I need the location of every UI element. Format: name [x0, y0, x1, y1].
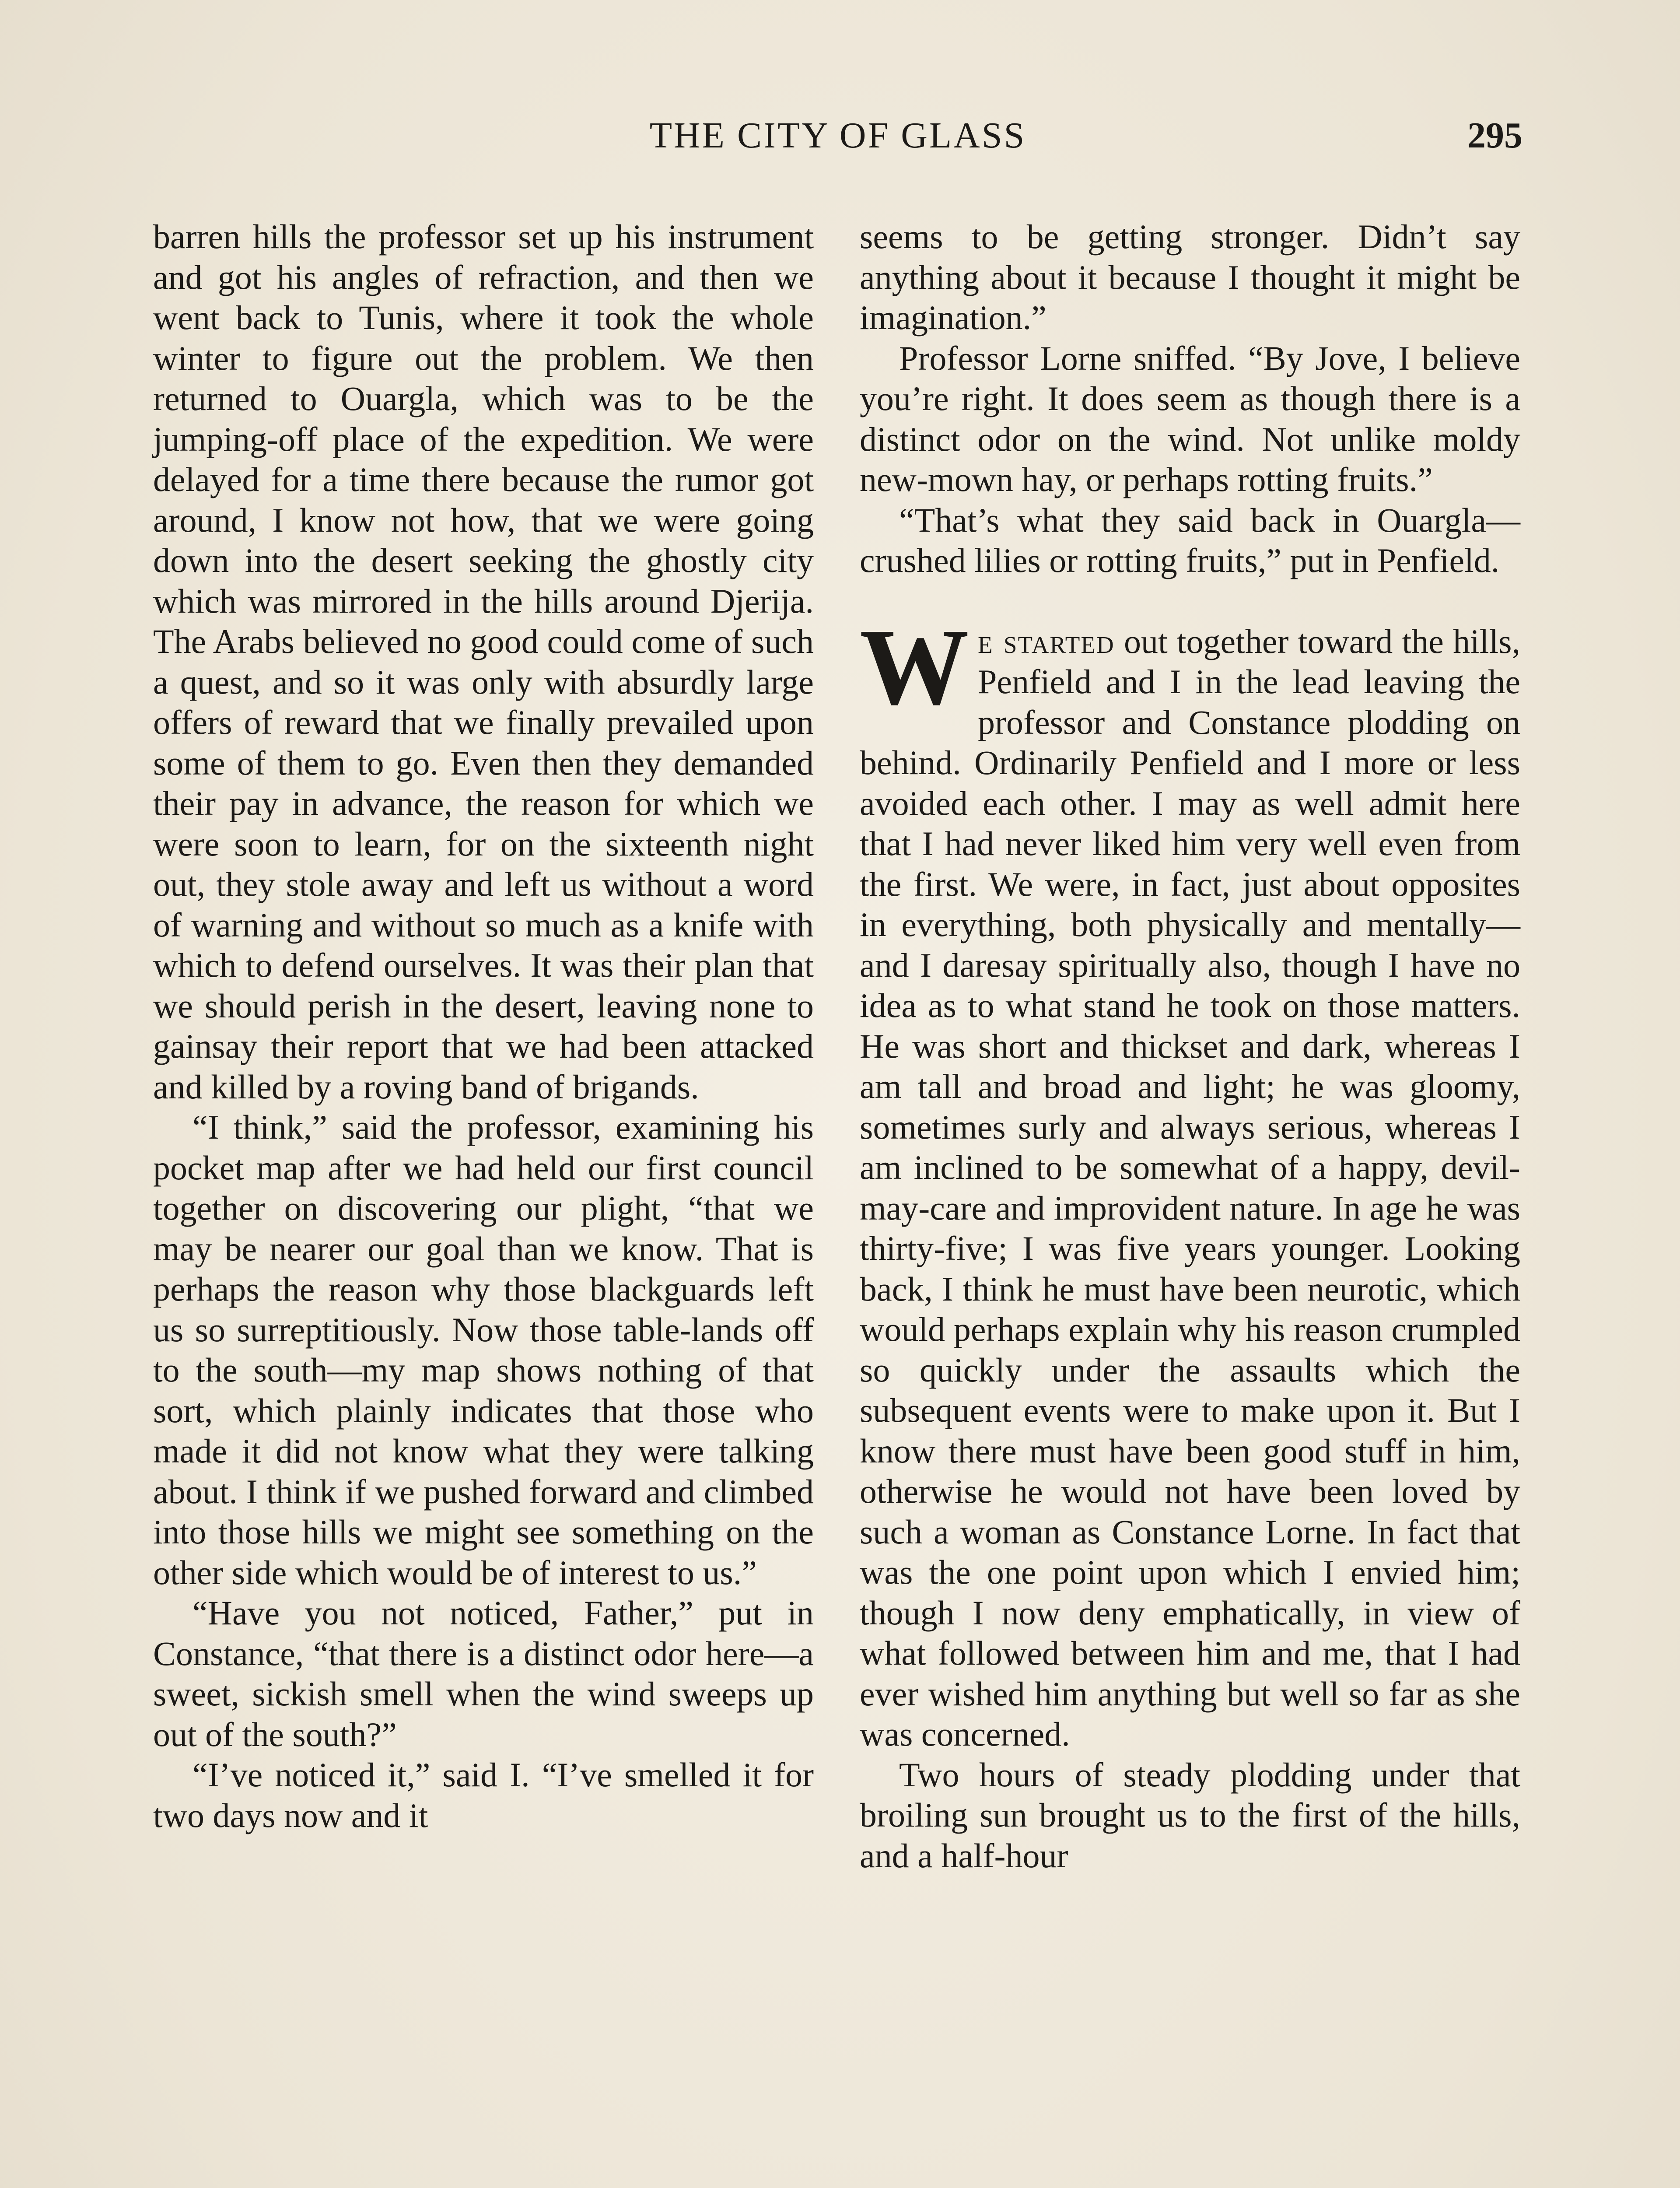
paragraph: “I’ve noticed it,” said I. “I’ve smelled it for two days now and it	[153, 1756, 814, 1834]
paragraph: barren hills the professor set up his instrument and got his angles of refraction, and then we went back to Tunis, where it took the whole winter to figure out the problem. We then returned to Ouargla, which was to be the jumping-off place of the expedition. We were delayed for a time there because the rumor got around, I know not how, that we were going down into the desert seeking the ghostly city which was mirrored in the hills around Djerija. The Arabs believed no good could come of such a quest, and so it was only with absurdly large offers of reward that we finally prevailed upon some of them to go. Even then they demanded their pay in advance, the reason for which we were soon to learn, for on the sixteenth night out, they stole away and left us without a word of warning and without so much as a knife with which to defend ourselves. It was their plan that we should perish in the desert, leaving none to gainsay their report that we had been attacked and killed by a roving band of brigands.	[153, 217, 814, 1106]
running-title: THE CITY OF GLASS	[649, 115, 1026, 156]
small-caps-lead: e started	[978, 622, 1115, 660]
paragraph: “Have you not noticed, Father,” put in Constance, “that there is a distinct odor here—a sweet, sickish smell when the wind sweeps up out of the south?”	[153, 1594, 814, 1753]
running-head	[153, 112, 1522, 160]
paragraph-text: out together toward the hills, Penfield and I in the lead leaving the professor and Constance plodding on behind. Ordinarily Penfield and I more or less avoided each other. I may as well admit here that I had never liked him very well even from the first. We were, in fact, just about opposites in everything, both physically and mentally—and I daresay spiritually also, though I have no idea as to what stand he took on those matters. He was short and thickset and dark, whereas I am tall and broad and light; he was gloomy, sometimes surly and always serious, whereas I am inclined to be somewhat of a happy, devil-may-care and improvident nature. In age he was thirty-five; I was five years younger. Looking back, I think he must have been neurotic, which would perhaps explain why his reason crumpled so quickly under the assaults which the subsequent events were to make upon it. But I know there must have been good stuff in him, otherwise he would not have been loved by such a woman as Constance Lorne. In fact that was the one point upon which I envied him; though I now deny emphatically, in view of what followed between him and me, that I had ever wished him anything but well so far as she was concerned.	[860, 622, 1521, 1753]
paragraph: Two hours of steady plodding under that broiling sun brought us to the first of the hills, and a half-hour	[860, 1755, 1520, 1875]
drop-cap: W	[860, 606, 969, 728]
section-opening-paragraph	[860, 606, 1521, 1755]
paragraph: Professor Lorne sniffed. “By Jove, I believe you’re right. It does seem as though there is a distinct odor on the wind. Not unlike moldy new-mown hay, or perhaps rotting fruits.”	[860, 339, 1520, 498]
paragraph: seems to be getting stronger. Didn’t say anything about it because I thought it might be imagination.”	[860, 217, 1520, 337]
paragraph: “I think,” said the professor, examining his pocket map after we had held our first council together on discovering our plight, “that we may be nearer our goal than we know. That is perhaps the reason why those blackguards left us so surreptitiously. Now those table-lands off to the south—my map shows nothing of that sort, which plainly indicates that those who made it did not know what they were talking about. I think if we pushed forward and climbed into those hills we might see something on the other side which would be of interest to us.”	[153, 1108, 814, 1592]
left-column	[153, 217, 814, 1836]
right-column	[860, 217, 1520, 1876]
page-number: 295	[1467, 115, 1522, 156]
paragraph: “That’s what they said back in Ouargla—crushed lilies or rotting fruits,” put in Penfield.	[860, 501, 1520, 579]
